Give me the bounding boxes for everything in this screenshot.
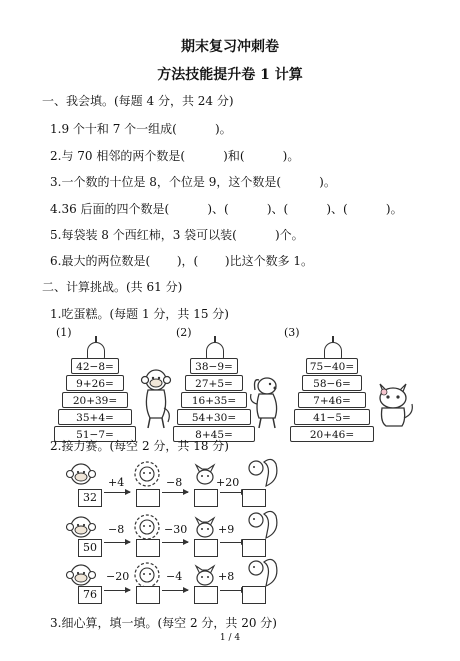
section2-heading: 二、计算挑战。(共 61 分) (42, 280, 183, 294)
arrow-icon (162, 542, 188, 543)
relay-2-start: 50 (78, 539, 102, 557)
cake-1-tier-1: 42−8= (71, 358, 119, 374)
arrow-icon (104, 542, 130, 543)
lion-icon (132, 461, 162, 487)
relay-3-op-3: +8 (218, 570, 235, 583)
relay-2-blank-2[interactable] (194, 539, 218, 557)
page-subtitle: 方法技能提升卷 1 计算 (157, 67, 303, 83)
relay-3-blank-3[interactable] (242, 586, 266, 604)
relay-2-blank-3[interactable] (242, 539, 266, 557)
cake-1-tier-5: 51−7= (54, 426, 136, 442)
question-6: 6.最大的两位数是( )，( )比这个数多 1。 (50, 254, 314, 268)
relay-3-blank-1[interactable] (136, 586, 160, 604)
fill-in-subheading: 3.细心算，填一填。(每空 2 分，共 20 分) (50, 616, 277, 630)
relay-1-blank-3[interactable] (242, 489, 266, 507)
arrow-icon (104, 492, 130, 493)
lion-icon (132, 514, 162, 540)
cake-1-tier-3: 20+39= (62, 392, 128, 408)
relay-subheading: 2.接力赛。(每空 2 分，共 18 分) (50, 439, 229, 453)
relay-2-op-3: +9 (218, 523, 235, 536)
page-number: 1 / 4 (219, 633, 241, 643)
cake-3-tier-2: 58−6= (302, 375, 362, 391)
relay-1-blank-1[interactable] (136, 489, 160, 507)
cake-subheading: 1.吃蛋糕。(每题 1 分，共 15 分) (50, 307, 229, 321)
cat-icon (372, 378, 416, 430)
monkey-icon (66, 562, 96, 588)
cake-3-tier-4: 41−5= (294, 409, 370, 425)
cake-3-tier-3: 7+46= (298, 392, 366, 408)
relay-1-op-3: +20 (216, 476, 240, 489)
relay-2-blank-1[interactable] (136, 539, 160, 557)
arrow-icon (104, 590, 130, 591)
squirrel-icon (244, 508, 280, 542)
arrow-icon (162, 590, 188, 591)
relay-3-op-1: −20 (106, 570, 130, 583)
cake-3-label: (3) (284, 326, 300, 339)
fox-icon (190, 514, 220, 540)
question-4: 4.36 后面的四个数是( )、( )、( )、( )。 (50, 202, 403, 216)
fox-icon (190, 562, 220, 588)
page-title: 期末复习冲刺卷 (181, 39, 279, 55)
cake-1-tier-2: 9+26= (66, 375, 124, 391)
squirrel-icon (244, 556, 280, 590)
relay-3-op-2: −4 (166, 570, 183, 583)
question-1: 1.9 个十和 7 个一组成( )。 (50, 122, 232, 136)
question-2: 2.与 70 相邻的两个数是( )和( )。 (50, 149, 300, 163)
relay-3-blank-2[interactable] (194, 586, 218, 604)
arrow-icon (162, 492, 188, 493)
cake-3-tier-1: 75−40= (306, 358, 358, 374)
monkey-icon (138, 368, 172, 430)
cake-2-tier-5: 8+45= (173, 426, 255, 442)
dog-icon (245, 374, 285, 430)
cake-2-tier-1: 38−9= (190, 358, 238, 374)
relay-1-start: 32 (78, 489, 102, 507)
relay-1-op-2: −8 (166, 476, 183, 489)
cake-3-tier-5: 20+46= (290, 426, 374, 442)
question-3: 3.一个数的十位是 8，个位是 9，这个数是( )。 (50, 175, 336, 189)
relay-3-start: 76 (78, 586, 102, 604)
cake-2-label: (2) (176, 326, 192, 339)
question-5: 5.每袋装 8 个西红柿，3 袋可以装( )个。 (50, 228, 304, 242)
relay-1-op-1: +4 (108, 476, 125, 489)
cake-2-tier-4: 54+30= (177, 409, 251, 425)
section1-heading: 一、我会填。(每题 4 分，共 24 分) (42, 94, 234, 108)
lion-icon (132, 562, 162, 588)
cake-2-tier-3: 16+35= (181, 392, 247, 408)
cake-1-label: (1) (56, 326, 72, 339)
squirrel-icon (244, 456, 280, 490)
monkey-icon (66, 461, 96, 487)
monkey-icon (66, 514, 96, 540)
relay-2-op-1: −8 (108, 523, 125, 536)
relay-2-op-2: −30 (164, 523, 188, 536)
cake-1-tier-4: 35+4= (58, 409, 132, 425)
relay-1-blank-2[interactable] (194, 489, 218, 507)
cake-2-tier-2: 27+5= (185, 375, 243, 391)
